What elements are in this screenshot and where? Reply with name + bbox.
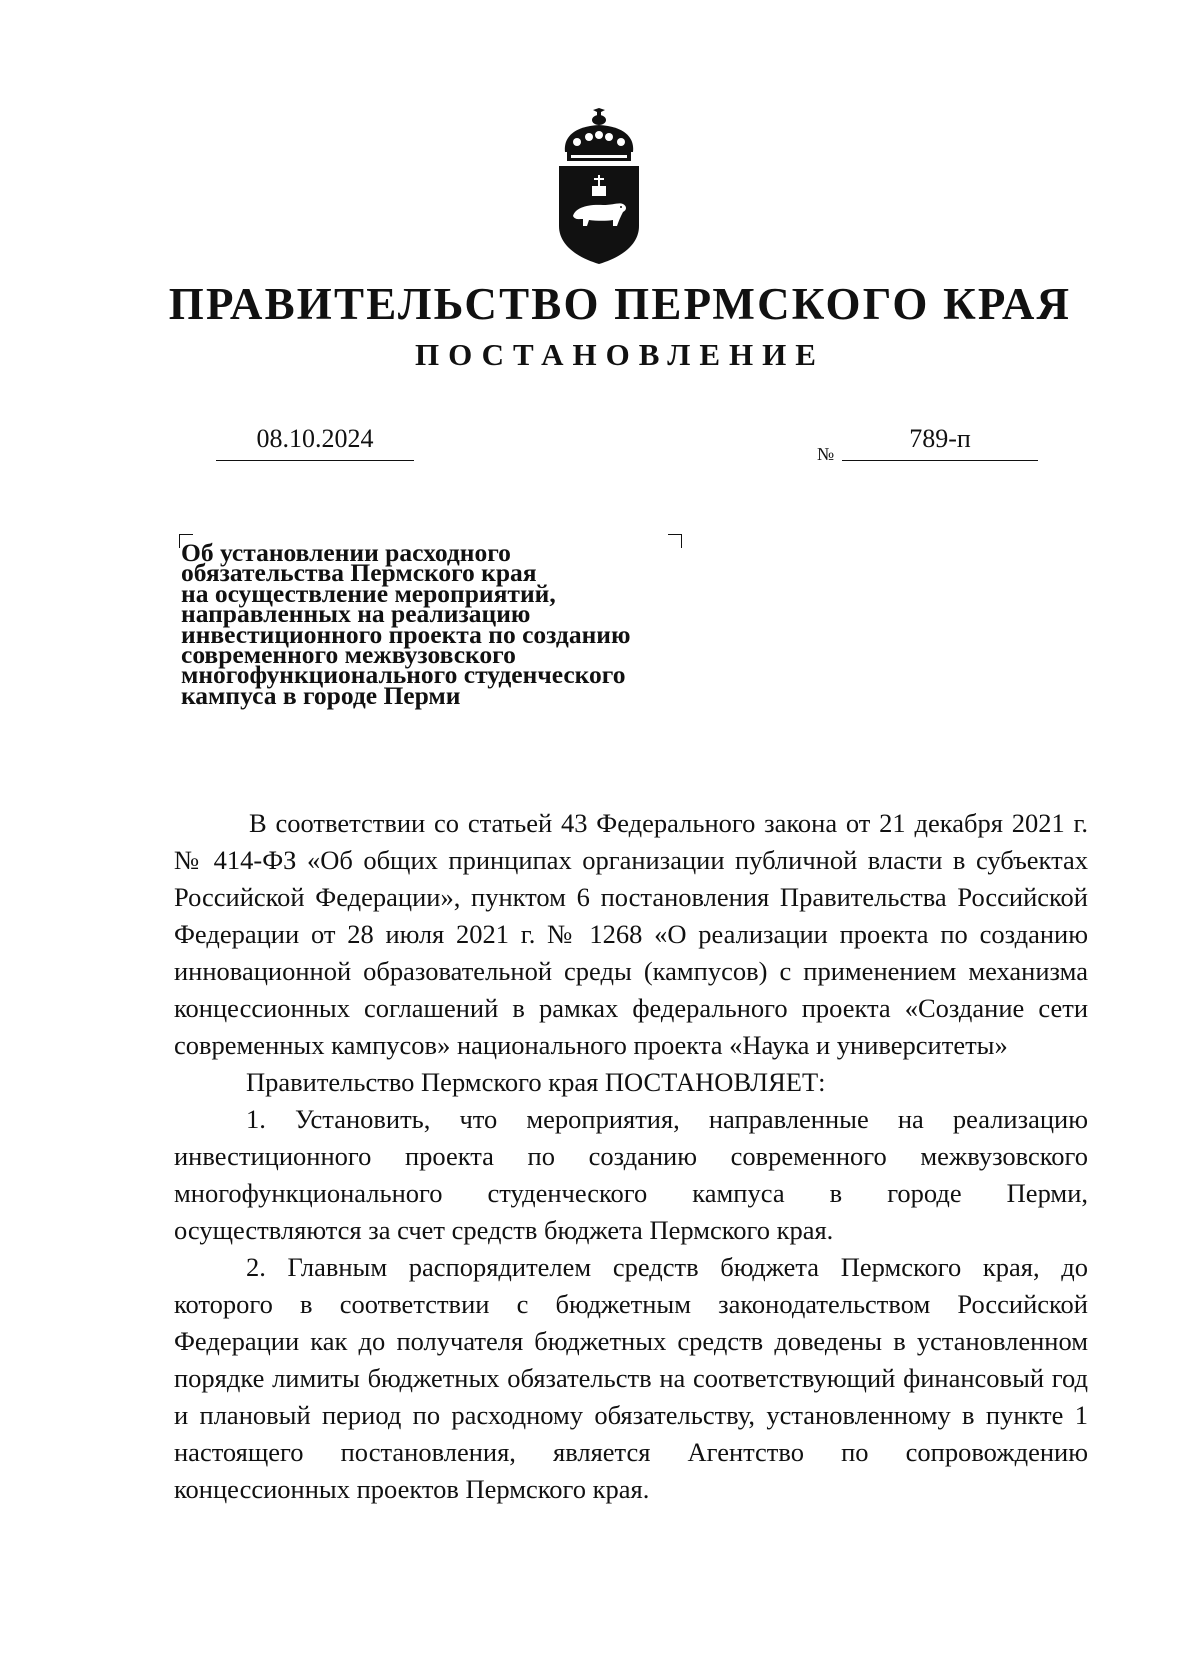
heading-line: Об установлении расходного <box>181 538 511 567</box>
heading-line: современного межвузовского <box>181 640 516 670</box>
organization-title: ПРАВИТЕЛЬСТВО ПЕРМСКОГО КРАЯ <box>168 279 1072 329</box>
number-underline <box>842 460 1038 461</box>
item-1-paragraph: 1. Установить, что мероприятия, направленные на реализацию инвестиционного проекта по созданию современного межвузовского многофункционального студенческого кампуса в городе Перми, осуществляются за счет средств бюджета Пермского края. <box>174 1104 1088 1245</box>
document-date: 08.10.2024 <box>256 424 374 453</box>
number-sign: № <box>817 444 835 464</box>
heading-line: направленных на реализацию <box>181 599 531 629</box>
document-heading <box>181 538 701 710</box>
item-2-paragraph: 2. Главным распорядителем средств бюджета Пермского края, до которого в соответствии с бюджетным законодательством Российской Федерации как до получателя бюджетных средств доведены в установленном порядке лимиты бюджетных обязательств на соответствующий финансовый год и плановый период по расходному обязательству, установленному в пункте 1 настоящего постановления, является Агентство по сопровождению концессионных проектов Пермского края. <box>174 1252 1088 1504</box>
heading-line: инвестиционного проекта по созданию <box>181 619 631 649</box>
document-number: 789-п <box>909 424 971 453</box>
heading-line: многофункционального студенческого <box>181 660 626 690</box>
coat-of-arms-icon <box>557 108 641 266</box>
heading-line: на осуществление мероприятий, <box>181 578 556 608</box>
decree-paragraph: Правительство Пермского края ПОСТАНОВЛЯЕТ: <box>246 1067 826 1097</box>
intro-paragraph: В соответствии со статьей 43 Федерального закона от 21 декабря 2021 г. № 414-ФЗ «Об общих принципах организации публичной власти в субъектах Российской Федерации», пунктом 6 постановления Правительства Российской Федерации от 28 июля 2021 г. № 1268 «О реализации проекта по созданию инновационной образовательной среды (кампусов) с применением механизма концессионных соглашений в рамках федерального проекта «Создание сети современных кампусов» национального проекта «Наука и университеты» <box>174 808 1088 1060</box>
heading-line: обязательства Пермского края <box>181 558 537 588</box>
document-body <box>174 805 1088 1508</box>
date-underline <box>216 460 414 461</box>
heading-line: кампуса в городе Перми <box>181 680 461 710</box>
document-type-title: ПОСТАНОВЛЕНИЕ <box>415 337 825 372</box>
